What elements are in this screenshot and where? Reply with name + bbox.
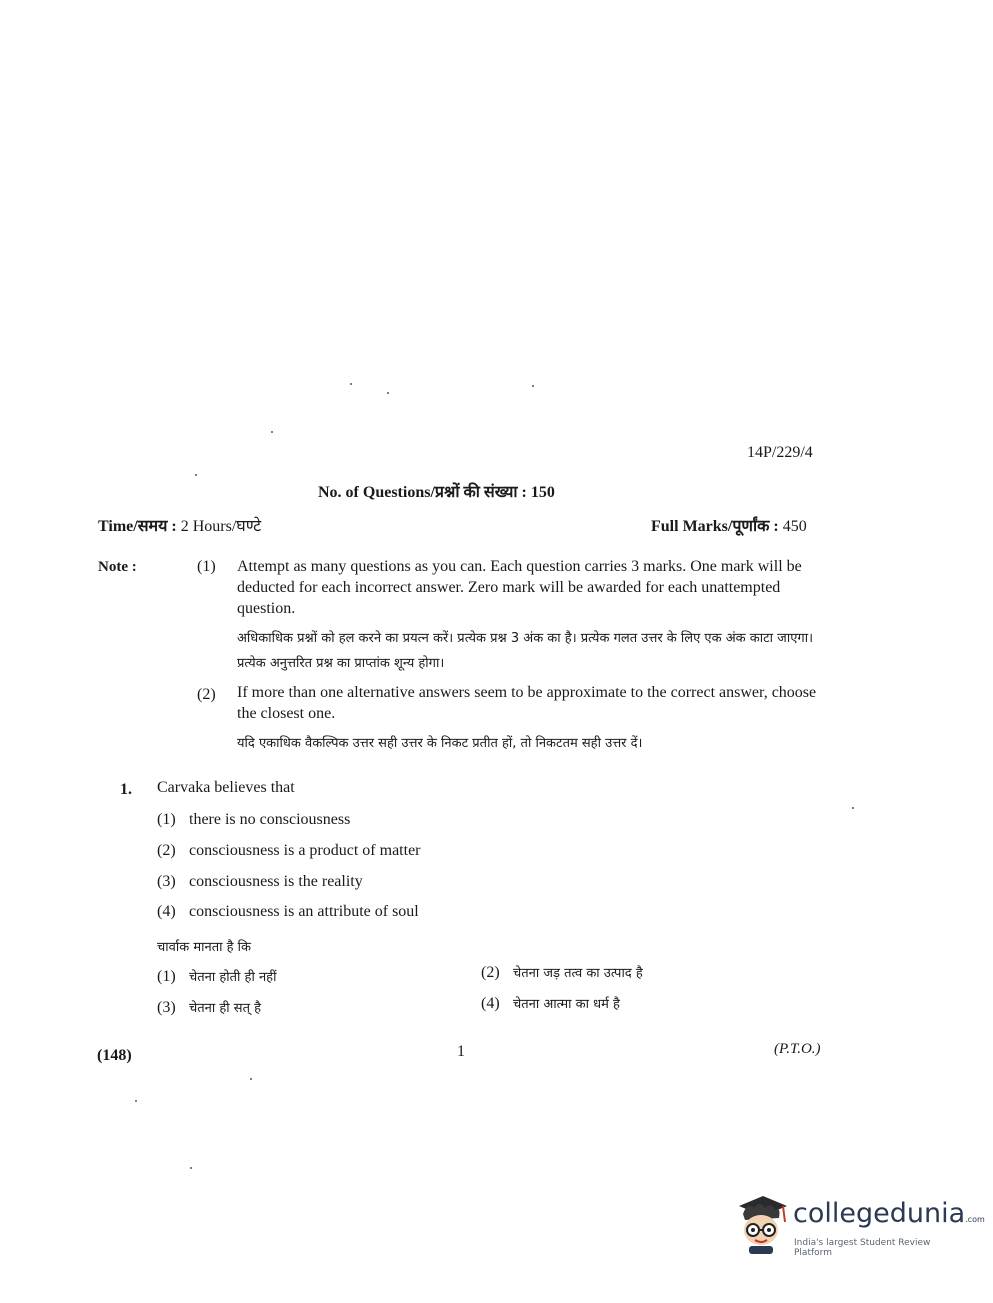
note-item-english: Attempt as many questions as you can. Each question carries 3 marks. One mark will be deducted for each incorrect answer. Zero mark will be awarded for each unattempted question. bbox=[237, 558, 802, 617]
time-value: 2 Hours/घण्टे bbox=[180, 518, 262, 535]
scan-speck bbox=[852, 807, 854, 809]
note-item-hindi: यदि एकाधिक वैकल्पिक उत्तर सही उत्तर के निकट प्रतीत हों, तो निकटतम सही उत्तर दें। bbox=[237, 736, 643, 751]
option-text: चेतना ही सत् है bbox=[189, 1001, 262, 1016]
option-number: (3) bbox=[157, 873, 176, 890]
option-number: (1) bbox=[157, 968, 176, 985]
mascot-icon bbox=[733, 1192, 791, 1256]
hindi-option-item bbox=[157, 998, 261, 1017]
hindi-option-item bbox=[157, 967, 276, 986]
full-marks-info bbox=[651, 514, 807, 536]
watermark-name: collegedunia.com bbox=[793, 1198, 985, 1229]
option-text: consciousness is a product of matter bbox=[189, 842, 421, 859]
option-number: (1) bbox=[157, 811, 176, 828]
scan-speck bbox=[190, 1167, 192, 1169]
collegedunia-watermark bbox=[733, 1192, 985, 1262]
time-label: Time/समय : bbox=[98, 518, 177, 535]
question-number: 1. bbox=[120, 781, 132, 798]
page-number: 1 bbox=[457, 1043, 465, 1060]
option-text: consciousness is the reality bbox=[189, 873, 363, 890]
paper-code: 14P/229/4 bbox=[747, 444, 813, 461]
note-item-hindi: अधिकाधिक प्रश्नों को हल करने का प्रयत्न करें। प्रत्येक प्रश्न 3 अंक का है। प्रत्येक गलत उत्तर के लिए एक अंक काटा जाएगा। प्रत्येक अनुत्तरित प्रश्न का प्राप्तांक शून्य होगा। bbox=[237, 631, 813, 671]
marks-label: Full Marks/पूर्णांक : bbox=[651, 518, 779, 535]
option-text: चेतना आत्मा का धर्म है bbox=[513, 997, 620, 1012]
number-of-questions: No. of Questions/प्रश्नों की संख्या : 150 bbox=[318, 484, 555, 501]
option-item bbox=[157, 842, 421, 860]
question-text: Carvaka believes that bbox=[157, 779, 295, 796]
scan-speck bbox=[271, 431, 273, 433]
option-item bbox=[157, 873, 363, 891]
option-text: consciousness is an attribute of soul bbox=[189, 903, 419, 920]
hindi-option-item bbox=[481, 994, 620, 1013]
scan-speck bbox=[250, 1078, 252, 1080]
option-text: चेतना होती ही नहीं bbox=[189, 970, 277, 985]
option-number: (2) bbox=[157, 842, 176, 859]
pto-label: (P.T.O.) bbox=[774, 1041, 821, 1057]
marks-value: 450 bbox=[782, 518, 807, 535]
option-text: there is no consciousness bbox=[189, 811, 351, 828]
option-number: (3) bbox=[157, 999, 176, 1016]
note-label: Note : bbox=[98, 559, 137, 575]
option-number: (4) bbox=[157, 903, 176, 920]
option-item bbox=[157, 903, 419, 921]
footer-code: (148) bbox=[97, 1047, 132, 1064]
scan-speck bbox=[350, 383, 352, 385]
watermark-tagline: India's largest Student Review Platform bbox=[794, 1238, 931, 1258]
option-number: (2) bbox=[481, 964, 500, 981]
scan-speck bbox=[135, 1100, 137, 1102]
note-item-number: (2) bbox=[197, 686, 216, 703]
option-number: (4) bbox=[481, 995, 500, 1012]
note-item-english: If more than one alternative answers seem to be approximate to the correct answer, choose the closest one. bbox=[237, 684, 817, 722]
hindi-option-item bbox=[481, 963, 643, 982]
scan-speck bbox=[195, 474, 197, 476]
note-item-number: (1) bbox=[197, 558, 216, 575]
scan-speck bbox=[532, 385, 534, 387]
option-text: चेतना जड़ तत्व का उत्पाद है bbox=[513, 966, 643, 981]
scan-speck bbox=[387, 392, 389, 394]
question-text-hindi: चार्वाक मानता है कि bbox=[157, 940, 251, 955]
time-info bbox=[98, 514, 261, 536]
option-item bbox=[157, 811, 350, 829]
